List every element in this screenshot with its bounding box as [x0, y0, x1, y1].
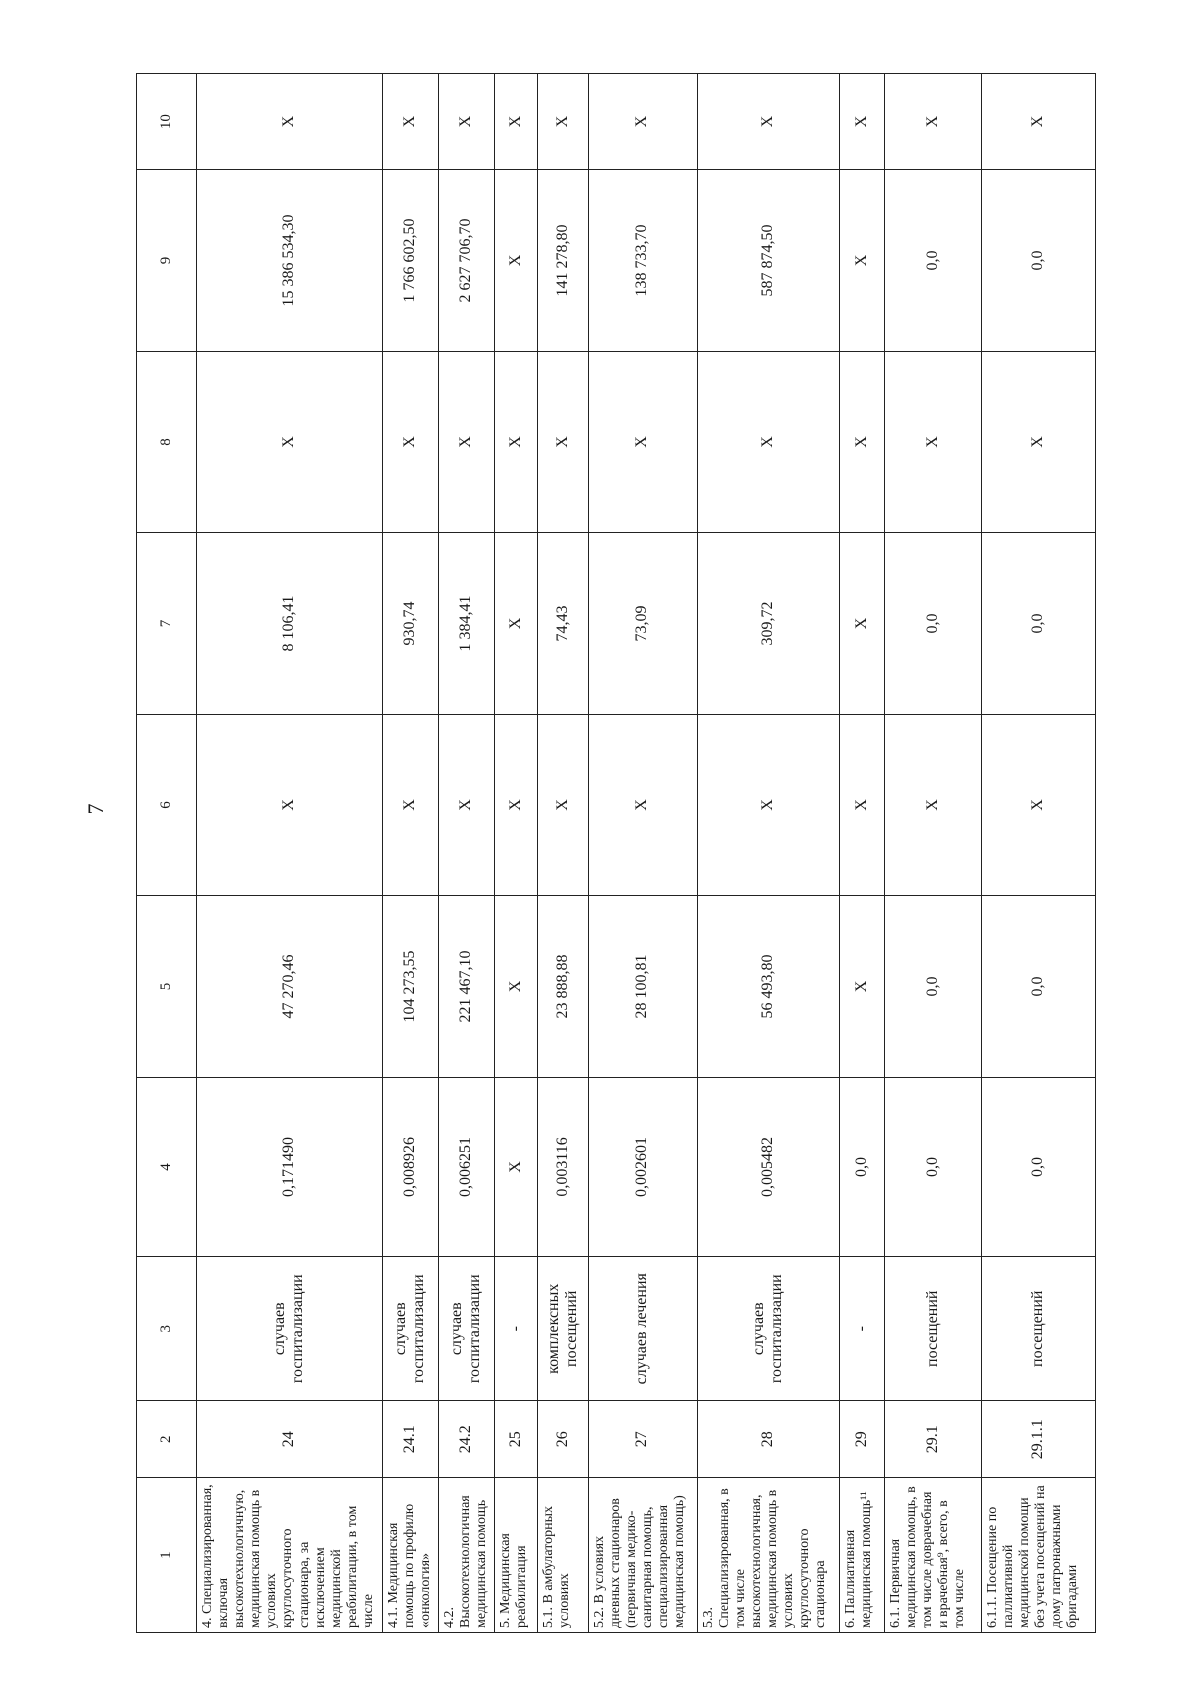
column-header: 9 — [137, 170, 197, 352]
row-cell: 0,006251 — [439, 1077, 495, 1256]
row-cell: X — [839, 170, 884, 352]
row-cell: 104 273,55 — [382, 896, 438, 1078]
row-cell: 47 270,46 — [197, 896, 383, 1078]
row-code: 25 — [494, 1401, 537, 1478]
row-cell: 0,008926 — [382, 1077, 438, 1256]
row-cell: X — [538, 714, 588, 896]
row-code: 29.1 — [885, 1401, 982, 1478]
table-header-row — [137, 74, 197, 1633]
table-row — [839, 74, 884, 1633]
row-cell: X — [697, 74, 839, 170]
row-cell: 2 627 706,70 — [439, 170, 495, 352]
row-cell: 15 386 534,30 — [197, 170, 383, 352]
row-cell: 0,0 — [839, 1077, 884, 1256]
row-cell: X — [981, 74, 1095, 170]
row-cell: 0,0 — [981, 170, 1095, 352]
table-row — [439, 74, 495, 1633]
row-unit: случаев госпитализации — [382, 1257, 438, 1401]
row-cell: X — [885, 74, 982, 170]
row-name: 5.1. В амбулаторных условиях — [538, 1478, 588, 1633]
row-cell: 141 278,80 — [538, 170, 588, 352]
table-row — [494, 74, 537, 1633]
row-cell: X — [588, 714, 697, 896]
row-cell: X — [439, 351, 495, 533]
row-cell: 8 106,41 — [197, 533, 383, 715]
row-unit: случаев госпитализации — [697, 1257, 839, 1401]
row-cell: 0,171490 — [197, 1077, 383, 1256]
row-cell: X — [538, 351, 588, 533]
row-unit: случаев госпитализации — [439, 1257, 495, 1401]
row-cell: X — [697, 714, 839, 896]
row-cell: 56 493,80 — [697, 896, 839, 1078]
row-cell: X — [697, 351, 839, 533]
row-cell: X — [197, 74, 383, 170]
data-table — [136, 73, 1096, 1633]
row-unit: - — [839, 1257, 884, 1401]
row-name: 6.1. Первичная медицинская помощь, в том числе доврачебная и врачебная⁹, всего, в том числе — [885, 1478, 982, 1633]
rotated-table-container — [136, 73, 1096, 1633]
column-header: 6 — [137, 714, 197, 896]
row-cell: 1 766 602,50 — [382, 170, 438, 352]
row-code: 24.1 — [382, 1401, 438, 1478]
row-code: 29 — [839, 1401, 884, 1478]
table-row — [588, 74, 697, 1633]
row-cell: X — [538, 74, 588, 170]
row-code: 24.2 — [439, 1401, 495, 1478]
row-cell: 587 874,50 — [697, 170, 839, 352]
row-cell: X — [494, 896, 537, 1078]
row-cell: X — [494, 74, 537, 170]
row-cell: 0,0 — [981, 533, 1095, 715]
row-cell: X — [494, 1077, 537, 1256]
row-cell: 0,0 — [885, 533, 982, 715]
row-cell: X — [839, 714, 884, 896]
row-cell: X — [839, 896, 884, 1078]
row-unit: случаев госпитализации — [197, 1257, 383, 1401]
row-cell: X — [382, 714, 438, 896]
row-unit: комплексных посещений — [538, 1257, 588, 1401]
row-name: 4.1. Медицинская помощь по профилю «онкология» — [382, 1478, 438, 1633]
row-cell: X — [439, 74, 495, 170]
row-cell: 309,72 — [697, 533, 839, 715]
column-header: 2 — [137, 1401, 197, 1478]
row-name: 4.2. Высокотехнологичная медицинская помощь — [439, 1478, 495, 1633]
row-cell: 73,09 — [588, 533, 697, 715]
row-name: 6.1.1. Посещение по паллиативной медицинской помощи без учета посещений на дому патронажными бригадами — [981, 1478, 1095, 1633]
column-header: 8 — [137, 351, 197, 533]
row-cell: 0,002601 — [588, 1077, 697, 1256]
table-row — [981, 74, 1095, 1633]
row-cell: X — [885, 351, 982, 533]
row-unit: посещений — [885, 1257, 982, 1401]
row-cell: 0,005482 — [697, 1077, 839, 1256]
row-unit: - — [494, 1257, 537, 1401]
row-name: 6. Паллиативная медицинская помощь¹¹ — [839, 1478, 884, 1633]
row-cell: 23 888,88 — [538, 896, 588, 1078]
row-code: 29.1.1 — [981, 1401, 1095, 1478]
row-name: 4. Специализированная, включая высокотехнологичную, медицинская помощь в условиях круглосуточного стационара, за исключением медицинской реабилитации, в том числе — [197, 1478, 383, 1633]
row-cell: 0,0 — [981, 896, 1095, 1078]
column-header: 7 — [137, 533, 197, 715]
row-cell: 221 467,10 — [439, 896, 495, 1078]
table-row — [197, 74, 383, 1633]
row-unit: случаев лечения — [588, 1257, 697, 1401]
table-row — [538, 74, 588, 1633]
table-row — [885, 74, 982, 1633]
row-cell: X — [588, 351, 697, 533]
row-code: 27 — [588, 1401, 697, 1478]
row-cell: X — [494, 533, 537, 715]
row-cell: X — [382, 351, 438, 533]
row-cell: X — [382, 74, 438, 170]
row-cell: X — [839, 533, 884, 715]
table-row — [697, 74, 839, 1633]
row-name: 5.3. Специализированная, в том числе высокотехнологичная, медицинская помощь в условиях круглосуточного стационара — [697, 1478, 839, 1633]
row-cell: 0,0 — [885, 1077, 982, 1256]
table-row — [382, 74, 438, 1633]
row-cell: X — [197, 351, 383, 533]
column-header: 3 — [137, 1257, 197, 1401]
column-header: 10 — [137, 74, 197, 170]
page-number: 7 — [83, 803, 108, 815]
row-unit: посещений — [981, 1257, 1095, 1401]
row-cell: 28 100,81 — [588, 896, 697, 1078]
row-cell: 1 384,41 — [439, 533, 495, 715]
row-cell: X — [494, 170, 537, 352]
row-cell: 0,003116 — [538, 1077, 588, 1256]
row-code: 28 — [697, 1401, 839, 1478]
row-cell: X — [439, 714, 495, 896]
row-cell: 0,0 — [981, 1077, 1095, 1256]
row-code: 26 — [538, 1401, 588, 1478]
row-cell: X — [839, 351, 884, 533]
row-cell: X — [588, 74, 697, 170]
row-name: 5. Медицинская реабилитация — [494, 1478, 537, 1633]
row-cell: X — [197, 714, 383, 896]
row-cell: X — [981, 351, 1095, 533]
row-cell: 0,0 — [885, 896, 982, 1078]
column-header: 5 — [137, 896, 197, 1078]
row-name: 5.2. В условиях дневных стационаров (первичная медико-санитарная помощь, специализированная медицинская помощь) — [588, 1478, 697, 1633]
column-header: 4 — [137, 1077, 197, 1256]
column-header: 1 — [137, 1478, 197, 1633]
row-cell: 74,43 — [538, 533, 588, 715]
row-cell: X — [494, 351, 537, 533]
row-cell: 138 733,70 — [588, 170, 697, 352]
row-code: 24 — [197, 1401, 383, 1478]
row-cell: X — [494, 714, 537, 896]
row-cell: 0,0 — [885, 170, 982, 352]
row-cell: X — [885, 714, 982, 896]
row-cell: X — [981, 714, 1095, 896]
row-cell: X — [839, 74, 884, 170]
row-cell: 930,74 — [382, 533, 438, 715]
